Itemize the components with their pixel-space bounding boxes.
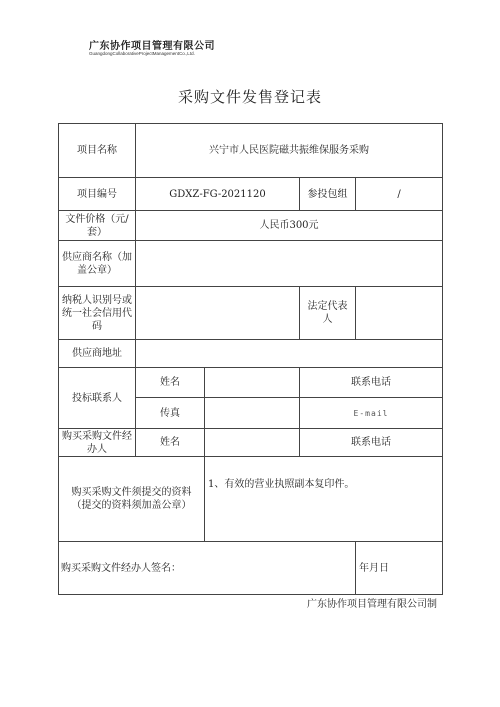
row-materials — [59, 457, 443, 542]
price-value: 人民币300元 — [136, 211, 443, 241]
contact-name-label: 姓名 — [136, 368, 205, 398]
company-name-cn: 广东协作项目管理有限公司 — [89, 41, 215, 52]
buyer-agent-label: 购买采购文件经办人 — [59, 429, 136, 457]
row-buyer-agent — [59, 429, 443, 457]
row-supplier-address — [59, 340, 443, 368]
price-label: 文件价格（元/套） — [59, 211, 136, 241]
taxpayer-field[interactable] — [136, 287, 300, 340]
fax-field[interactable] — [205, 398, 300, 429]
legal-rep-field[interactable] — [356, 287, 443, 340]
footer-issuer: 广东协作项目管理有限公司制 — [307, 599, 437, 610]
row-bid-contact-1 — [59, 368, 443, 398]
bid-contact-label: 投标联系人 — [59, 368, 136, 429]
row-signature — [59, 542, 443, 595]
supplier-address-field[interactable] — [136, 340, 443, 368]
project-no-value: GDXZ-FG-2021120 — [136, 178, 300, 211]
row-project-no — [59, 178, 443, 211]
supplier-name-field[interactable] — [136, 241, 443, 287]
project-no-label: 项目编号 — [59, 178, 136, 211]
row-price — [59, 211, 443, 241]
legal-rep-label: 法定代表人 — [300, 287, 356, 340]
fax-label: 传真 — [136, 398, 205, 429]
signature-label: 购买采购文件经办人签名： — [59, 542, 356, 595]
date-label: 年月日 — [356, 542, 443, 595]
project-name-value: 兴宁市人民医院磁共振维保服务采购 — [136, 124, 443, 178]
registration-form-table — [58, 123, 443, 595]
supplier-name-label: 供应商名称（加盖公章） — [59, 241, 136, 287]
package-value: / — [356, 178, 443, 211]
contact-name-field[interactable] — [205, 368, 300, 398]
document-title: 采购文件发售登记表 — [177, 88, 322, 106]
row-taxpayer — [59, 287, 443, 340]
supplier-address-label: 供应商地址 — [59, 340, 136, 368]
contact-phone-label: 联系电话 — [300, 368, 443, 398]
materials-label: 购买采购文件须提交的资料（提交的资料须加盖公章） — [59, 457, 205, 542]
agent-name-label: 姓名 — [136, 429, 205, 457]
email-label: E-mail — [300, 398, 443, 429]
company-name-en: GuangdongCollaborativeProjectManagementCo.,Ltd. — [89, 51, 195, 56]
row-supplier-name — [59, 241, 443, 287]
project-name-label: 项目名称 — [59, 124, 136, 178]
materials-value: 1、有效的营业执照副本复印件。 — [205, 457, 443, 542]
agent-phone-label: 联系电话 — [300, 429, 443, 457]
agent-name-field[interactable] — [205, 429, 300, 457]
package-label: 参投包组 — [300, 178, 356, 211]
row-project-name — [59, 124, 443, 178]
taxpayer-label: 纳税人识别号或统一社会信用代码 — [59, 287, 136, 340]
